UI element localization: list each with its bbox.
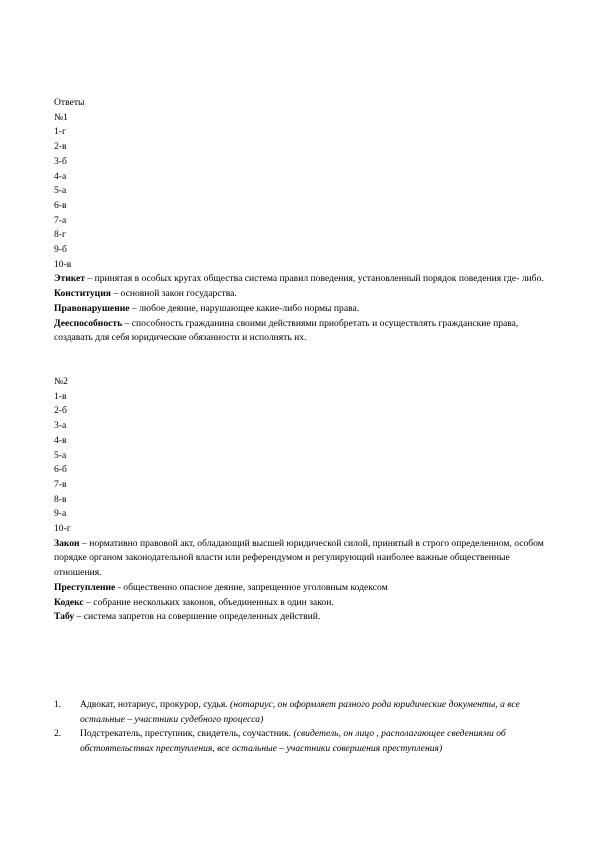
definition-term: Кодекс (54, 596, 84, 608)
section-number: №1 (54, 111, 68, 123)
definition (54, 537, 554, 581)
definition-term: Этикет (54, 273, 86, 285)
definition-text: – способность гражданина своими действиями приобретать и осуществлять гражданские права, создавать для себя юридические обязанности и исполнять их. (54, 317, 519, 344)
definition-term: Табу (54, 611, 75, 623)
answer-item: 2-в (54, 141, 67, 153)
list-item (54, 698, 554, 727)
answers-section-1 (54, 96, 554, 346)
definition-term: Дееспособность (54, 317, 123, 329)
answer-item: 2-б (54, 405, 67, 417)
list-item-number: 2. (54, 728, 62, 740)
answer-item: 8-в (54, 493, 67, 505)
answer-item: 7-а (54, 214, 67, 226)
definition-text: – любое деяние, нарушающее какие-либо нормы права. (129, 302, 360, 314)
answer-item: 1-в (54, 390, 67, 402)
answer-item: 6-в (54, 199, 67, 211)
definition-text: - общественно опасное деяние, запрещенное уголовным кодексом (115, 581, 388, 593)
answer-item: 5-а (54, 449, 67, 461)
answer-item: 10-г (54, 523, 71, 535)
definition (54, 317, 554, 346)
list-item-note: (свидетель, он лицо , располагающее сведениями об обстоятельствах преступления, все остальные – участники совершения преступления) (80, 728, 506, 755)
definition (54, 287, 554, 302)
definition (54, 272, 554, 287)
answer-item: 9-а (54, 508, 67, 520)
definition-text: – принятая в особых кругах общества система правил поведения, установленный порядок поведения где- либо. (85, 273, 544, 285)
list-item-text: Адвокат, нотариус, прокурор, судья. (80, 699, 231, 710)
answer-item: 3-б (54, 155, 67, 167)
answer-item: 1-г (54, 126, 66, 138)
definition (54, 596, 554, 611)
numbered-list (54, 698, 554, 757)
answer-item: 5-а (54, 185, 67, 197)
list-item (54, 727, 554, 756)
definition (54, 302, 554, 317)
answer-item: 4-в (54, 434, 67, 446)
section-title: Ответы (54, 97, 85, 108)
definition-text: – система запретов на совершение определенных действий. (74, 611, 321, 623)
list-item-number: 1. (54, 699, 62, 710)
definition (54, 610, 554, 625)
answers-section-2 (54, 375, 554, 625)
answer-item: 9-б (54, 244, 67, 256)
answer-item: 7-в (54, 478, 67, 490)
list-item-text: Подстрекатель, преступник, свидетель, соучастник. (80, 728, 294, 740)
definition-term: Конституция (54, 288, 111, 300)
answer-item: 3-а (54, 420, 67, 432)
definition (54, 581, 554, 596)
answer-item: 6-б (54, 464, 67, 476)
definition-term: Преступление (54, 581, 116, 593)
definition-term: Закон (54, 537, 80, 549)
section-number: №2 (54, 376, 68, 387)
definition-text: – собрание нескольких законов, объединенных в один закон. (83, 596, 334, 608)
answer-item: 8-г (54, 229, 66, 241)
definition-text: – нормативно правовой акт, обладающий высшей юридической силой, принятый в строго определенном, особом порядке органом законодательной власти или референдумом и регулирующий наиболее важные общественные отношения. (54, 537, 544, 579)
list-item-note: (нотариус, он оформляет разного рода юридические документы, а все остальные – участники судебного процесса) (80, 699, 520, 725)
definition-term: Правонарушение (54, 302, 130, 314)
answer-item: 10-в (54, 258, 72, 270)
answer-item: 4-а (54, 170, 67, 182)
definition-text: – основной закон государства. (110, 288, 237, 300)
